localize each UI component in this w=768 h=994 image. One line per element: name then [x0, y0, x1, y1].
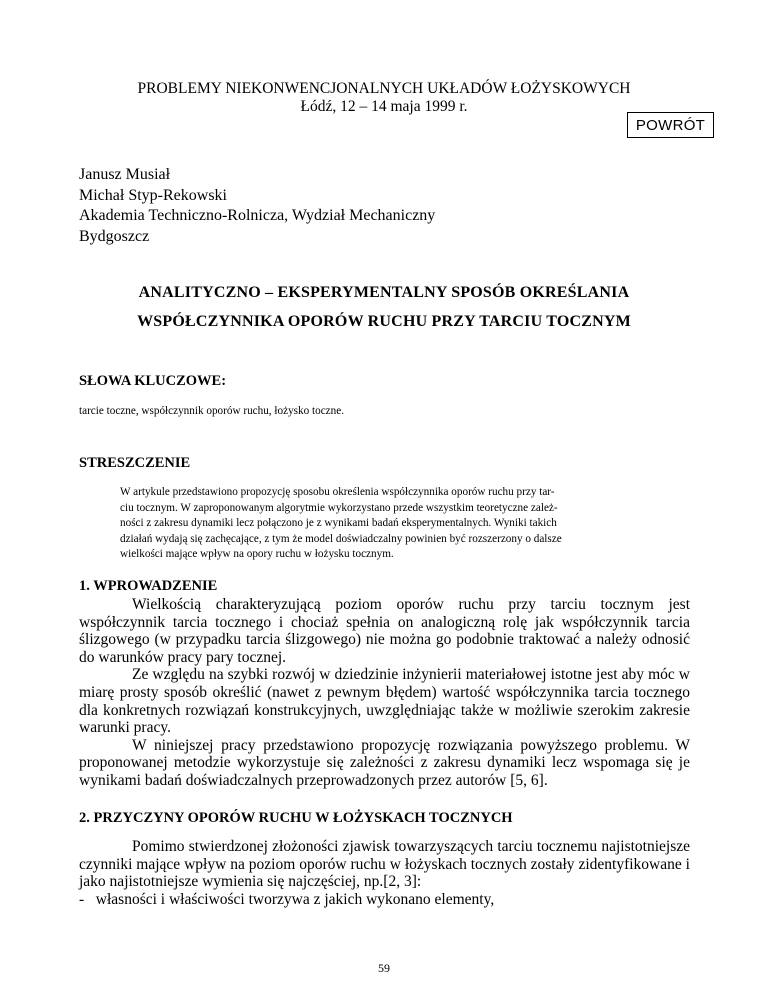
section1-heading: 1. WPROWADZENIE: [79, 578, 218, 594]
authors-block: [79, 165, 435, 247]
keywords-heading: SŁOWA KLUCZOWE:: [79, 373, 227, 389]
abstract-heading: STRESZCZENIE: [79, 455, 191, 471]
abstract-line: W artykule przedstawiono propozycję sposobu określenia współczynnika oporów ruchu przy tar-: [120, 486, 555, 498]
abstract-line: wielkości mające wpływ na opory ruchu w łożysku tocznym.: [120, 548, 394, 560]
list-item: - własności i właściwości tworzywa z jakich wykonano elementy,: [79, 891, 495, 908]
abstract-line: ności z zakresu dynamiki lecz połączono je z wynikami badań eksperymentalnych. Wyniki takich: [120, 517, 557, 529]
section1-body: [79, 596, 690, 790]
conference-title: PROBLEMY NIEKONWENCJONALNYCH UKŁADÓW ŁOŻYSKOWYCH: [137, 80, 631, 97]
affiliation: Akademia Techniczno-Rolnicza, Wydział Mechaniczny: [79, 207, 436, 224]
conference-place-date: Łódź, 12 – 14 maja 1999 r.: [300, 98, 468, 115]
paper-title-line1: ANALITYCZNO – EKSPERYMENTALNY SPOSÓB OKREŚLANIA: [138, 284, 630, 301]
paragraph: Wielkością charakteryzującą poziom oporów ruchu przy tarciu tocznym jest współczynnik tarcia tocznego i chociaż spełnia on analogiczną rolę jak współczynnik tarcia ślizgowego (w przypadku tarcia ślizgowego) nie można go podobnie traktować a należy odnosić do warunków pracy pary tocznej.: [79, 596, 690, 666]
abstract-line: ciu tocznym. W zaproponowanym algorytmie wykorzystano przede wszystkim teoretyczne zależ-: [120, 501, 558, 514]
abstract-text: [120, 485, 670, 563]
keywords-text: tarcie toczne, współczynnik oporów ruchu, łożysko toczne.: [79, 405, 344, 417]
paragraph: Ze względu na szybki rozwój w dziedzinie inżynierii materiałowej istotne jest aby móc w miarę prosty sposób określić (nawet z pewnym błędem) wartość współczynnika tarcia tocznego dla konkretnych rozwiązań konstrukcyjnych, uwzględniając także w możliwie szerokim zakresie warunki pracy.: [79, 666, 690, 737]
back-button[interactable]: POWRÓT: [627, 112, 714, 138]
author-name: Michał Styp-Rekowski: [79, 186, 227, 204]
section2-body: [79, 838, 690, 891]
city: Bydgoszcz: [79, 227, 150, 245]
author-name: Janusz Musiał: [79, 166, 171, 183]
section2-heading: 2. PRZYCZYNY OPORÓW RUCHU W ŁOŻYSKACH TOCZNYCH: [79, 810, 513, 826]
abstract-line: działań wydają się zachęcające, z tym że model doświadczalny powinien być rozszerzony o dalsze: [120, 532, 562, 545]
page-number: 59: [378, 961, 390, 975]
paragraph: Pomimo stwierdzonej złożoności zjawisk towarzyszących tarciu tocznemu najistotniejsze czynniki mające wpływ na poziom oporów ruchu w łożyskach tocznych zostały zidentyfikowane i jako najistotniejsze wymienia się najczęściej, np.[2, 3]:: [79, 838, 690, 891]
paper-title-line2: WSPÓŁCZYNNIKA OPORÓW RUCHU PRZY TARCIU TOCZNYM: [137, 313, 631, 330]
paragraph: W niniejszej pracy przedstawiono propozycję rozwiązania powyższego problemu. W proponowanej metodzie wykorzystuje się zależności z zakresu dynamiki lecz wspomaga się je wynikami badań doświadczalnych przeprowadzonych przez autorów [5, 6].: [79, 736, 690, 789]
